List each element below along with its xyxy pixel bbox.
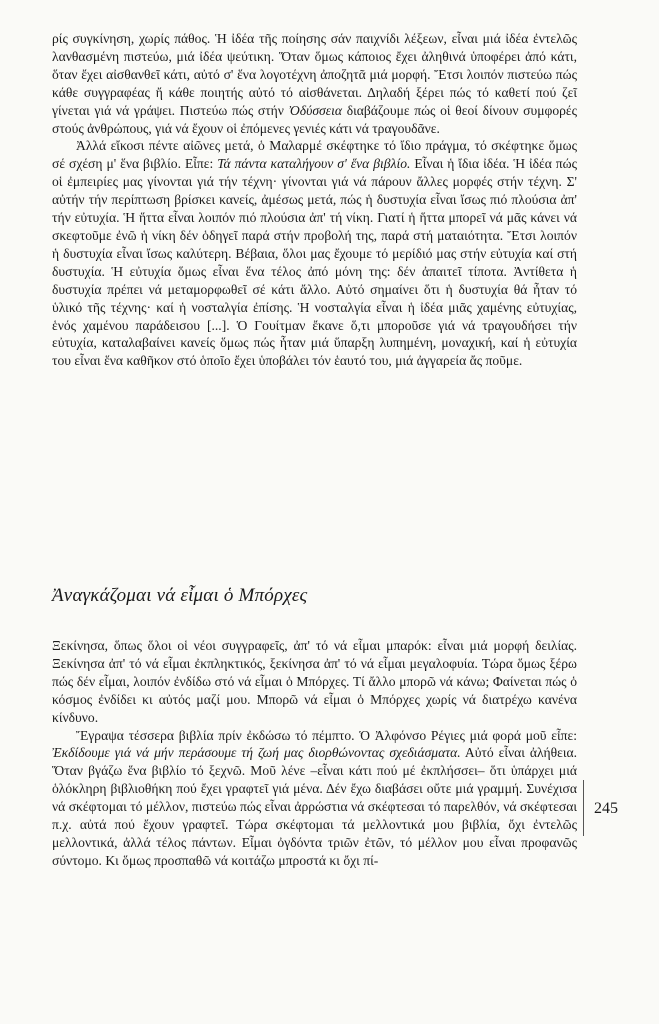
paragraph-1-end: διαβάζουμε πώς οἱ θεοί δίνουν συμφορές στούς ἀνθρώπους, γιά νά ἔχουν οἱ ἐπόμενες γενιές κάτι νά τραγουδᾶνε. — [52, 102, 578, 136]
page-number: 245 — [594, 800, 618, 817]
paragraph-4 — [52, 727, 577, 870]
paragraph-4-end: Αὐτό εἶναι ἀλήθεια. Ὅταν βγάζω ἕνα βιβλίο τό ξεχνῶ. Μοῦ λένε –εἶναι κάτι πού μέ ἐκπλήσσει– ὅτι ὑπάρχει μιά ὁλόκληρη βιβλιοθήκη πού ἔχει γραφτεῖ γιά μένα. Δέν ἔχω διαβάσει οὔτε μιά γραμμή. Συνέχισα νά σκέφτομαι τό μέλλον, πιστεύω πώς εἶναι ἀρρώστια νά σκέφτεσαι τό παρελθόν, νά σκέφτεσαι π.χ. αὐτά πού ἔχουν γραφτεῖ. Τώρα σκέφτομαι τά μελλοντικά μου βιβλία, ὄχι ἐντελῶς μελλοντικά, ἀλλά τέλος πάντων. Εἶμαι ὀγδόντα τριῶν ἐτῶν, τό μέλλον μου εἶναι προφανῶς σύντομο. Κι ὅμως προσπαθῶ νά κοιτάζω μπροστά κι ὄχι πί- — [52, 745, 577, 868]
reyes-quote: Ἐκδίδουμε γιά νά μήν περάσουμε τή ζωή μας διορθώνοντας σχεδιάσματα. — [52, 745, 461, 761]
paragraph-2-end: Εἶναι ἡ ἴδια ἰδέα. Ἡ ἰδέα πώς οἱ ἐμπειρίες μας γίνονται γιά τήν τέχνη· γίνονται γιά νά πάρουν ἄλλες μορφές στήν τέχνη. Σ' αὐτήν τήν περίπτωση βρίσκει κανείς, ἀμέσως μετά, πώς ἡ δυστυχία εἶναι ἴσως πιό πλούσια ἀπ' τήν εὐτυχία. Ἡ ἥττα εἶναι λοιπόν πιό πλούσια ἀπ' τή νίκη. Γιατί ἡ ἥττα μπορεῖ νά μᾶς κάνει νά σκεφτοῦμε ἐνῶ ἡ νίκη δέν ὁδηγεῖ παρά στήν προβολή της, παρά στή ματαιότητα. Ἔτσι λοιπόν ἡ δυστυχία εἶναι ἴσως καλύτερη. Βέβαια, ὅλοι μας ἔχουμε τό μερίδιό μας στήν εὐτυχία καί στή δυστυχία. Ἡ εὐτυχία ὅμως εἶναι ἕνα τέλος ἀπό μόνη της: δέν ἀπαιτεῖ τίποτα. Ἀντίθετα ἡ δυστυχία πρέπει νά μεταμορφωθεῖ σέ κάτι ἄλλο. Αὐτό σημαίνει ὅτι ἡ δυστυχία θά ἦταν τό ὑλικό τῆς τέχνης· καί ἡ νοσταλγία ἐπίσης. Ἡ νοσταλγία εἶναι ἡ ἰδέα μιᾶς χαμένης εὐτυχίας, ἑνός χαμένου παράδεισου [...]. Ὁ Γουίτμαν ἔκανε ὅ,τι μποροῦσε γιά νά τραγουδήσει τήν εὐτυχία, καταλαβαίνει κανείς ὅμως πώς ἦταν μιά ὕπαρξη λυπημένη, μοναχική, καί ἡ εὐτυχία του εἶναι ἕνα καθῆκον στό ὁποῖο ἔχει ὑποβάλει τόν ἑαυτό του, μιά ἀγγαρεία ἄς ποῦμε. — [52, 156, 577, 369]
paragraph-2 — [52, 137, 577, 370]
body-text-upper — [52, 30, 577, 370]
paragraph-1 — [52, 30, 577, 137]
body-text-lower — [52, 637, 577, 870]
mallarme-quote: Τά πάντα καταλήγουν σ' ἕνα βιβλίο. — [217, 156, 411, 172]
paragraph-1-text: ρίς συγκίνηση, χωρίς πάθος. Ἡ ἰδέα τῆς ποίησης σάν παιχνίδι λέξεων, εἶναι μιά ἰδέα ἐντελῶς λανθασμένη πιστεύω, μιά ἰδέα ψεύτικη. Ὅταν ὅμως κάποιος ἔχει ἀληθινά ὑποφέρει ἀπό κάτι, ὅταν ἔχει αἰσθανθεῖ κάτι, αὐτό σ' ἕνα λογοτέχνη ἀποζητᾶ μιά μορφή. Ἔτσι λοιπόν πιστεύω πώς κάθε συγγραφέας ἤ κάθε ποιητής αὐτό τό αἰσθάνεται. Δηλαδή ξέρει πώς τό καθετί πού ζεῖ γίνεται γιά νά γράψει. Πιστεύω πώς στήν — [52, 31, 577, 118]
paragraph-4-start: Ἔγραψα τέσσερα βιβλία πρίν ἐκδώσω τό πέμπτο. Ὁ Ἀλφόνσο Ρέγιες μιά φορά μοῦ εἶπε: — [76, 727, 577, 743]
odyssey-title: Ὀδύσσεια — [288, 102, 343, 118]
margin-rule — [583, 780, 584, 836]
paragraph-2-start: Ἀλλά εἴκοσι πέντε αἰῶνες μετά, ὁ Μαλαρμέ σκέφτηκε τό ἴδιο πράγμα, τό σκέφτηκε ὅμως σέ σχέση μ' ἕνα βιβλίο. Εἶπε: — [52, 138, 577, 172]
paragraph-3: Ξεκίνησα, ὅπως ὅλοι οἱ νέοι συγγραφεῖς, ἀπ' τό νά εἶμαι μπαρόκ: εἶναι μιά μορφή δειλίας. Ξεκίνησα ἀπ' τό νά εἶμαι ἐκπληκτικός, ξεκίνησα ἀπ' τό νά εἶμαι μεγαλοφυία. Τώρα ὅμως ξέρω πώς δέν εἶμαι, λοιπόν ἐνδίδω στό νά εἶμαι ὁ Μπόρχες. Τί ἄλλο μπορῶ νά κάνω; Φαίνεται πώς ὁ κόσμος ἐνδίδει κι αὐτός μαζί μου. Μπορῶ νά εἶμαι ὁ Μπόρχες χωρίς νά διατρέχω κανένα κίνδυνο. — [52, 638, 577, 725]
section-heading: Ἀναγκάζομαι νά εἶμαι ὁ Μπόρχες — [52, 585, 308, 606]
